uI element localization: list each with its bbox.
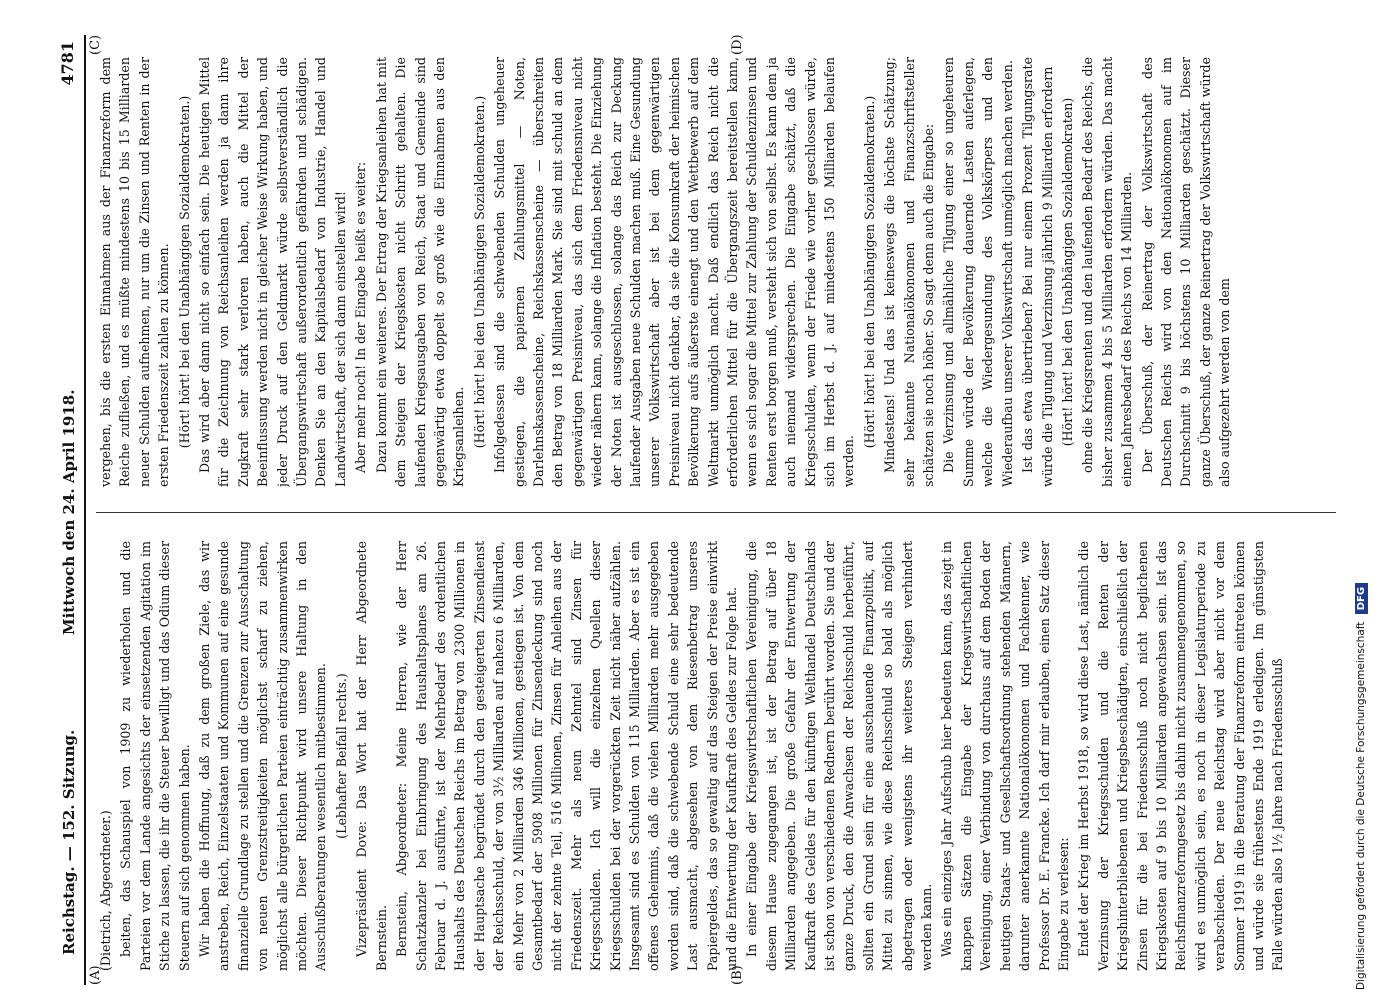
margin-marker-c: (C) xyxy=(88,34,103,55)
paragraph: In einer Eingabe der Kriegswirtschaftlichen Vereinigung, die diesem Hause zugegangen ist, ist der Betrag auf über 18 Milliarden angegeben. Die große Gefahr der Entwertung der Kaufkraft des Geldes für den künftigen Welthandel Deutschlands ist schon von verschiedenen Rednern berührt worden. Sie und der ganze Druck, den die Anwachsen der Reichsschuld herbeiführt, sollten ein Grund sein für eine ausschauende Finanzpolitik, auf Mittel zu sinnen, wie diese Reichsschuld so bald als möglich abgetragen oder wenigstens ihr weiteres Steigen verhindert werden kann. xyxy=(744,541,935,971)
header-date: Mittwoch den 24. April 1918. xyxy=(60,389,78,635)
rotated-newspaper-page xyxy=(50,35,1360,985)
paragraph: vergehen, bis die ersten Einnahmen aus der Finanzreform dem Reiche zufließen, und es müßte mindestens 10 bis 15 Milliarden neuer Schulden aufnehmen, nur um die Zinsen und Renten in der ersten Friedenszeit zahlen zu können. xyxy=(98,57,172,487)
paragraph: ohne die Kriegsrenten und den laufenden Bedarf des Reichs, die bisher zusammen 4 bis 5 Milliarden erfordern würden. Das macht einen Jahresbedarf des Reichs von 14 Milliarden. xyxy=(1080,57,1135,487)
digitization-credit xyxy=(1355,290,1377,990)
page-header xyxy=(50,35,86,985)
paragraph: (Dietrich, Abgeordneter.) xyxy=(98,810,113,971)
paragraph: Die Verzinsung und allmähliche Tilgung einer so ungeheuren Summe würde der Bevölkerung dauernde Lasten auferlegen, welche die Wiedergesundung des Volkskörpers und den Wiederaufbau unserer Volkswirtschaft unmöglich machen werden. xyxy=(941,57,1015,487)
paragraph: (Hört! hört! bei den Unabhängigen Sozialdemokraten) xyxy=(1059,97,1075,447)
page-number: 4781 xyxy=(58,41,77,86)
credit-text: Digitalisierung gefördert durch die Deutsche Forschungsgemeinschaft xyxy=(1355,621,1367,990)
paragraph: Endet der Krieg im Herbst 1918, so wird diese Last, nämlich die Verzinsung der Kriegsschulden und die Renten der Kriegshinterbliebenen und Kriegsbeschädigten, einschließlich der Zinsen für die bei Friedensschluß noch nicht beglichenen Kriegskosten auf 9 bis 10 Milliarden angewachsen sein. Ist das Reichsfinanzreformgesetz bis dahin nicht zusammengenommen, so wird es unmöglich sein, es noch in dieser Legislaturperiode zu verabschieden. Der neue Reichstag wird aber nicht vor dem Sommer 1919 in die Beratung der Finanzreform eintreten können und würde sie frühestens Ende 1919 erledigen. Im günstigsten Falle würden also 1½ Jahre nach Friedensschluß xyxy=(1076,541,1286,971)
paragraph: Mindestens! Und das ist keineswegs die höchste Schätzung; sehr bekannte Nationalökonomen und Finanzschriftsteller schätzen sie noch höher. So sagt denn auch die Eingabe: xyxy=(882,57,937,487)
text-column-right xyxy=(96,57,1346,487)
paragraph: Aber mehr noch! In der Eingabe heißt es weiter: xyxy=(353,161,369,473)
text-column-left xyxy=(96,541,1346,971)
paragraph: (Hört! hört! bei den Unabhängigen Sozialdemokraten.) xyxy=(861,95,877,449)
paragraph: Der Überschuß, der Reinertrag der Volkswirtschaft des Deutschen Reichs wird von den Nationalökonomen auf im Durchschnitt 9 bis höchstens 10 Milliarden geschätzt. Dieser ganze Überschuß, der ganze Reinertrag der Volkswirtschaft würde also aufgezehrt werden von dem xyxy=(1139,57,1233,487)
paragraph: Ist das etwa übertrieben? Bei nur einem Prozent Tilgungsrate würde die Tilgung und Verzinsung jährlich 9 Milliarden erfordern xyxy=(1020,57,1055,487)
paragraph: (Hört! hört! bei den Unabhängigen Sozialdemokraten.) xyxy=(176,95,192,449)
paragraph: Was ein einziges Jahr Aufschub hier bedeuten kann, das zeigt in knappen Sätzen die Eingabe der Kriegswirtschaftlichen Vereinigung, einer Verbindung von durchaus auf dem Boden der heutigen Staats- und Gesellschaftsordnung stehenden Männern, darunter anerkannte Nationalökonomen und Fachkenner, wie Professor Dr. E. Francke. Ich darf mir erlauben, einen Satz dieser Eingabe zu verlesen: xyxy=(939,541,1071,971)
header-session: Reichstag. — 152. Sitzung. xyxy=(60,729,78,955)
margin-marker-a: (A) xyxy=(88,965,103,985)
margin-marker-d: (D) xyxy=(730,34,745,55)
paragraph: Infolgedessen sind die schwebenden Schulden ungeheuer gestiegen, die papiernen Zahlungsmittel — Noten, Darlehnskassenscheine, Reichskassenscheine — überschreiten den Betrag von 18 Milliarden Mark. Sie sind mit schuld an dem gegenwärtigen Preisniveau, das sich dem Friedensniveau nicht wieder nähern kann, solange die Inflation besteht. Die Einziehung der Noten ist ausgeschlossen, solange das Reich zur Deckung laufender Ausgaben neue Schulden machen muß. Eine Gesundung unserer Volkswirtschaft aber ist bei dem gegenwärtigen Preisniveau nicht denkbar, da sie die Konsumkraft der heimischen Bevölkerung aufs äußerste einengt und den Wettbewerb auf dem Weltmarkt unmöglich macht. Daß endlich das Reich nicht die erforderlichen Mittel für die Übergangszeit bereitstellen kann, wenn es sich sogar die Mittel zur Zahlung der Schuldenzinsen und Renten erst borgen muß, versteht sich von selbst. Es kann dem ja auch niemand widersprechen. Die Eingabe schätzt, daß die Kriegsschulden, wenn der Friede wie vorher geschlossen würde, sich im Herbst d. J. auf mindestens 150 Milliarden belaufen werden. xyxy=(492,57,857,487)
paragraph: Dazu kommt ein weiteres. Der Ertrag der Kriegsanleihen hat mit dem Steigen der Kriegskosten nicht Schritt gehalten. Die laufenden Kriegsausgaben von Reich, Staat und Gemeinde sind gegenwärtig etwa doppelt so groß wie die Einnahmen aus den Kriegsanleihen. xyxy=(373,57,467,487)
dfg-logo: DFG xyxy=(1355,583,1368,614)
paragraph: Das wird aber dann nicht so einfach sein. Die heutigen Mittel für die Zeichnung von Reichsanleihen werden ja dann ihre Zugkraft sehr stark verloren haben, auch die Mittel der Beeinflussung werden nicht in gleicher Weise Wirkung haben, und jeder Druck auf den Geldmarkt würde selbstverständlich die Übergangswirtschaft außerordentlich gefährden und schädigen. Denken Sie an den Kapitalsbedarf von Industrie, Handel und Landwirtschaft, der sich dann einstellen wird! xyxy=(197,57,348,487)
paragraph: beiten, das Schauspiel von 1909 zu wiederholen und die Parteien vor dem Lande angesichts der einsetzenden Agitation im Stiche zu lassen, die ihr die Steuer bewilligt und das Odium dieser Steuern auf sich genommen haben. xyxy=(118,541,192,971)
margin-marker-b: (B) xyxy=(730,965,745,985)
paragraph: Bernstein, Abgeordneter: Meine Herren, wie der Herr Schatzkanzler bei Einbringung des Haushaltsplanes am 26. Februar d. J. ausführte, ist der Mehrbedarf des ordentlichen Haushalts des Deutschen Reichs im Betrag von 2300 Millionen in der Hauptsache begründet durch den gesteigerten Zinsendienst der Reichsschuld, der von 3½ Milliarden auf nahezu 6 Milliarden, ein Mehr von 2 Milliarden 346 Millionen, gestiegen ist. Von dem Gesamtbedarf der 5908 Millionen für Zinsendeckung sind noch nicht der zehnte Teil, 516 Millionen, Zinsen für Anleihen aus der Friedenszeit. Mehr als neun Zehntel sind Zinsen für Kriegsschulden. Ich will die einzelnen Quellen dieser Kriegsschulden bei der vorgerückten Zeit nicht näher aufzählen. Insgesamt sind es Schulden von 115 Milliarden. Aber es ist ein offenes Geheimnis, daß die vielen Milliarden mehr ausgegeben worden sind, daß die schwebende Schuld eine sehr bedeutende Last ausmacht, abgesehen von dem Riesenbetrag unseres Papiergeldes, das so gewaltig auf das Steigen der Preise einwirkt und die Entwertung der Kaufkraft des Geldes zur Folge hat. xyxy=(394,541,739,971)
paragraph: (Lebhafter Beifall rechts.) xyxy=(333,673,349,839)
paragraph: Vizepräsident Dove: Das Wort hat der Herr Abgeordnete Bernstein. xyxy=(354,541,389,971)
paragraph: Wir haben die Hoffnung, daß zu dem großen Ziele, das wir anstreben, Reich, Einzelstaaten und Kommunen auf eine gesunde finanzielle Grundlage zu stellen und die Grenzen zur Ausschaltung von neuen Grenzstreitigkeiten möglichst scharf zu ziehen, möglichst alle bürgerlichen Parteien einträchtig zusammenwirken möchten. Dieser Richtpunkt wird unsere Haltung in den Ausschußberatungen wesentlich mitbestimmen. xyxy=(197,541,329,971)
column-divider xyxy=(96,512,1336,513)
paragraph: (Hört! hört! bei den Unabhängigen Sozialdemokraten.) xyxy=(471,95,487,449)
